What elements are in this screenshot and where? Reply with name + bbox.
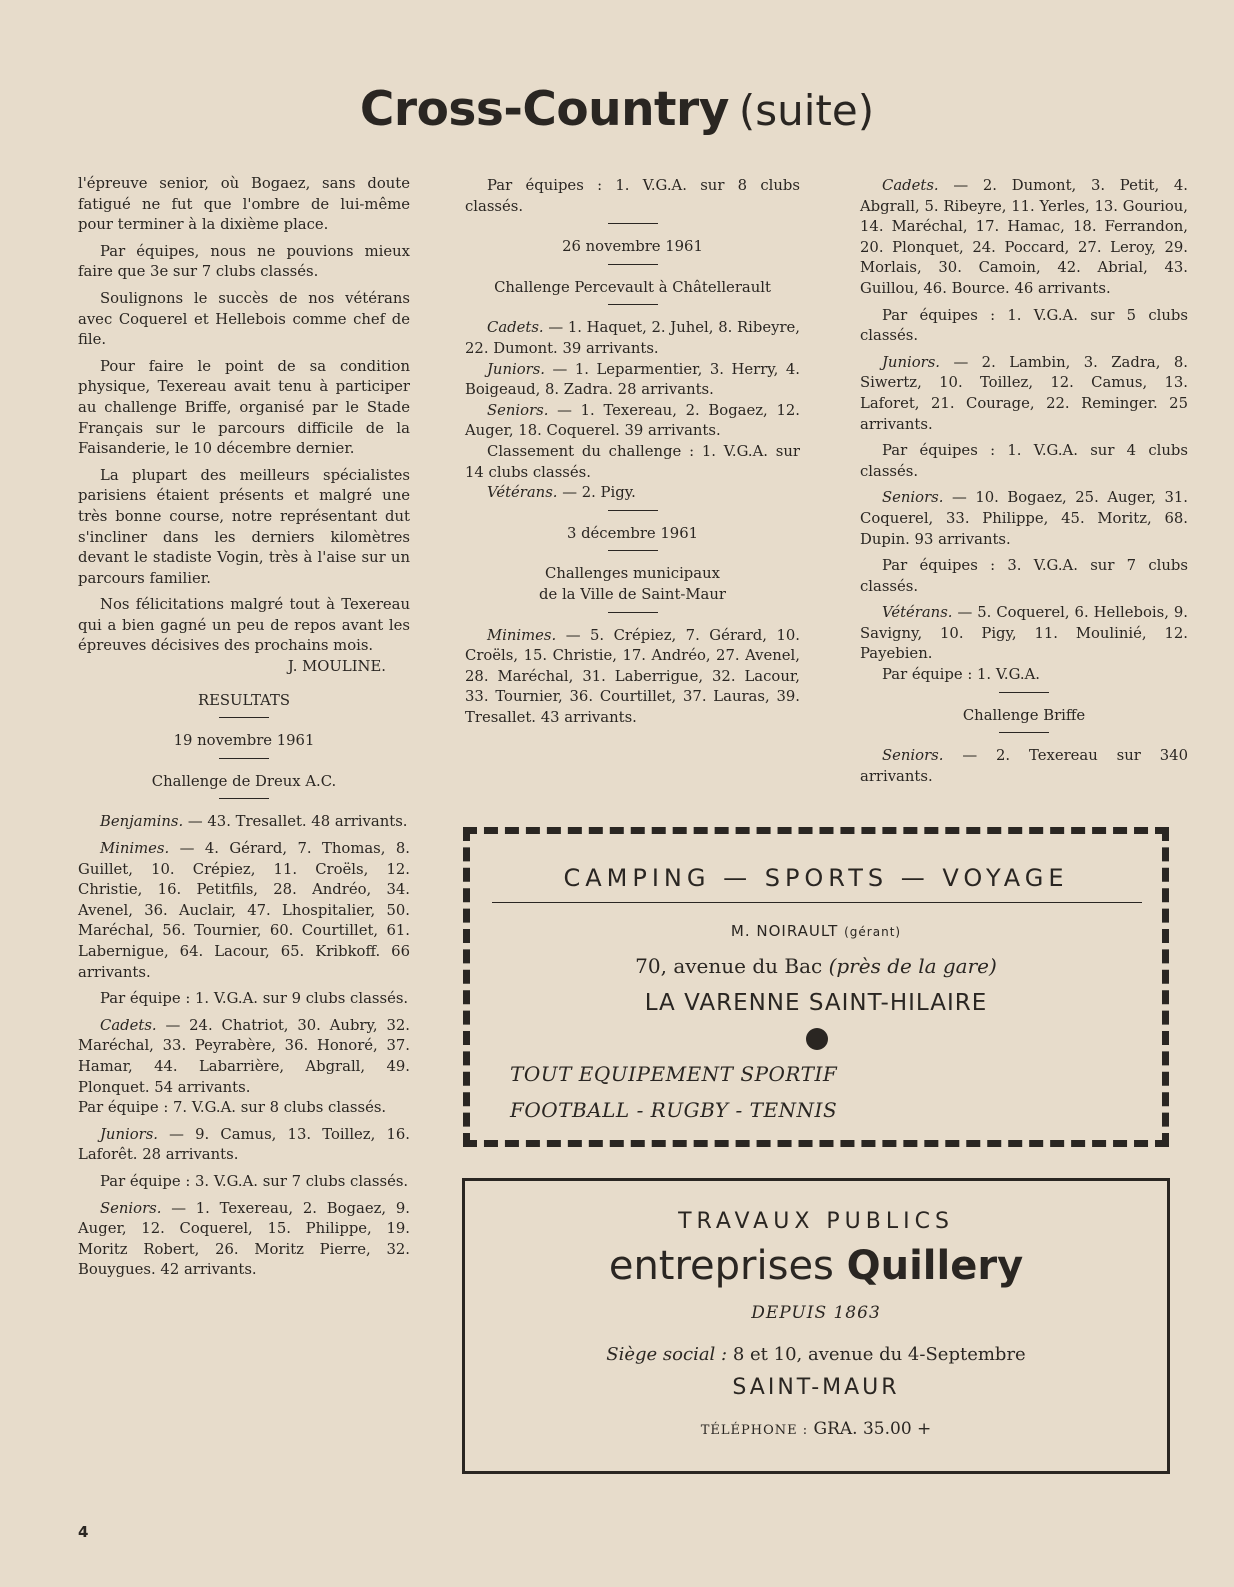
result-text: — 43. Tresallet. 48 arrivants.: [183, 813, 408, 831]
divider: [608, 612, 658, 613]
page-title: [0, 82, 1234, 137]
result-text: — 1. Leparmentier, 3. Herry, 4. Boigeaud, 8. Zadra. 28 arrivants.: [465, 360, 800, 399]
divider: [492, 902, 1142, 903]
category-label: Juniors.: [100, 1125, 159, 1143]
team-result: Par équipe : 1. V.G.A.: [882, 666, 1041, 684]
results-heading: RESULTATS: [197, 691, 291, 709]
company-city: SAINT-MAUR: [732, 1375, 900, 1400]
result-entry: [78, 812, 410, 833]
advert-slogan: FOOTBALL - RUGBY - TENNIS: [510, 1098, 838, 1122]
result-text: — 2. Lambin, 3. Zadra, 8. Siwertz, 10. Toillez, 12. Camus, 13. Laforet, 21. Courage, 22. Reminger. 25 arrivants.: [860, 353, 1188, 433]
result-entry: [465, 318, 800, 359]
team-result: Par équipe : 7. V.G.A. sur 8 clubs classés.: [78, 1099, 387, 1117]
result-entry: [465, 626, 800, 729]
paragraph: Nos félicitations malgré tout à Texereau qui a bien gagné un peu de repos avant les épreuves décisives des prochains mois.: [78, 596, 410, 655]
paragraph: Pour faire le point de sa condition physique, Texereau avait tenu à participer au challenge Briffe, organisé par le Stade Français sur le parcours difficile de la Faisanderie, le 10 décembre dernier.: [78, 357, 410, 458]
page-number: 4: [78, 1523, 89, 1541]
category-label: Cadets.: [487, 319, 544, 337]
paragraph: Par équipes, nous ne pouvions mieux faire que 3e sur 7 clubs classés.: [78, 242, 410, 281]
team-result: Par équipes : 3. V.G.A. sur 7 clubs classés.: [860, 557, 1188, 595]
result-text: — 5. Crépiez, 7. Gérard, 10. Croëls, 15. Christie, 17. Andréo, 27. Avenel, 28. Maréchal, 31. Laberrigue, 32. Lacour, 33. Tournier, 36. Courtillet, 37. Lauras, 39. Tresallet. 43 arrivants.: [465, 626, 800, 726]
telephone: [465, 1419, 1167, 1439]
company-since: DEPUIS 1863: [751, 1303, 881, 1323]
result-text: — 5. Coquerel, 6. Hellebois, 9. Savigny, 10. Pigy, 11. Moulinié, 12. Payebien.: [860, 604, 1188, 663]
category-label: Seniors.: [487, 401, 549, 419]
category-label: Vétérans.: [487, 484, 558, 502]
divider: [608, 510, 658, 511]
advert-town: LA VARENNE SAINT-HILAIRE: [644, 990, 988, 1016]
event-name: Challenge Briffe: [962, 706, 1086, 724]
telephone-number: GRA. 35.00 +: [813, 1419, 932, 1439]
event-name: Challenges municipaux: [545, 565, 720, 583]
head-office: [465, 1344, 1167, 1365]
result-text: — 2. Texereau sur 340 arrivants.: [860, 747, 1188, 785]
divider: [219, 798, 269, 799]
event-name: de la Ville de Saint-Maur: [539, 585, 726, 603]
result-text: — 1. Haquet, 2. Juhel, 8. Ribeyre, 22. Dumont. 39 arrivants.: [465, 319, 801, 357]
team-result: Par équipes : 1. V.G.A. sur 8 clubs classés.: [465, 177, 800, 215]
event-date: 3 décembre 1961: [566, 524, 699, 542]
title-main: Cross-Country: [359, 82, 729, 137]
category-label: Seniors.: [882, 747, 944, 765]
event-name: Challenge de Dreux A.C.: [151, 772, 337, 790]
paragraph: La plupart des meilleurs spécialistes parisiens étaient présents et malgré une très bonne course, notre représentant dut s'incliner dans les derniers kilomètres devant le stadiste Vogin, très à l'aise sur un parcours familier.: [78, 466, 410, 587]
result-entry: [860, 746, 1188, 787]
address-note: (près de la gare): [828, 954, 997, 978]
quillery-advert: [462, 1178, 1170, 1474]
divider: [608, 550, 658, 551]
advert-owner: [470, 922, 1162, 940]
category-label: Juniors.: [487, 360, 546, 378]
result-text: — 2. Dumont, 3. Petit, 4. Abgrall, 5. Ribeyre, 11. Yerles, 13. Gouriou, 14. Maréchal, 17. Hamac, 18. Ferrandon, 20. Plonquet, 24. Poccard, 27. Leroy, 29. Morlais, 30. Camoin, 42. Abrial, 43. Guillou, 46. Bource. 46 arrivants.: [860, 177, 1188, 297]
owner-role: (gérant): [844, 925, 902, 939]
head-office-label: Siège social :: [606, 1344, 728, 1365]
team-result: Par équipe : 1. V.G.A. sur 9 clubs classés.: [100, 990, 409, 1008]
company-prefix: entreprises: [608, 1243, 834, 1289]
advert-headline: CAMPING — SPORTS — VOYAGE: [563, 864, 1069, 892]
column-1: [78, 174, 410, 1287]
team-result: Par équipe : 3. V.G.A. sur 7 clubs classés.: [100, 1172, 409, 1190]
category-label: Cadets.: [882, 177, 939, 194]
signature: J. MOULINE.: [287, 658, 386, 676]
event-name: Challenge Percevault à Châtellerault: [494, 278, 771, 296]
result-text: — 1. Texereau, 2. Bogaez, 12. Auger, 18. Coquerel. 39 arrivants.: [465, 401, 800, 440]
divider: [999, 692, 1049, 693]
result-entry: [465, 483, 800, 504]
category-label: Cadets.: [100, 1016, 157, 1034]
result-entry: [78, 1125, 410, 1166]
result-entry: [78, 1016, 410, 1098]
column-3: [860, 176, 1188, 793]
category-label: Minimes.: [487, 626, 557, 644]
telephone-label: TÉLÉPHONE :: [700, 1423, 809, 1438]
team-result: Par équipes : 1. V.G.A. sur 5 clubs classés.: [860, 306, 1188, 345]
category-label: Vétérans.: [882, 604, 953, 622]
result-entry: [860, 603, 1188, 665]
advert-slogan: TOUT EQUIPEMENT SPORTIF: [510, 1062, 838, 1086]
event-date: 19 novembre 1961: [173, 732, 315, 750]
challenge-ranking: Classement du challenge : 1. V.G.A. sur 14 clubs classés.: [465, 442, 800, 481]
result-text: — 2. Pigy.: [557, 484, 636, 502]
category-label: Juniors.: [882, 353, 941, 371]
divider: [608, 264, 658, 265]
head-office-address: 8 et 10, avenue du 4-Septembre: [732, 1344, 1026, 1365]
bullet-dot-icon: [806, 1028, 828, 1050]
result-text: — 4. Gérard, 7. Thomas, 8. Guillet, 10. Crépiez, 11. Croëls, 12. Christie, 16. Petitfils, 28. Andréo, 34. Avenel, 36. Auclair, 47. Lhospitalier, 50. Maréchal, 56. Tournier, 60. Courtillet, 61. Labernigue, 64. Lacour, 65. Kribkoff. 66 arrivants.: [78, 840, 410, 981]
team-result: Par équipes : 1. V.G.A. sur 4 clubs classés.: [860, 442, 1188, 480]
event-date: 26 novembre 1961: [562, 238, 703, 256]
category-label: Seniors.: [100, 1199, 162, 1217]
result-entry: [860, 353, 1188, 435]
divider: [999, 732, 1049, 733]
result-text: — 10. Bogaez, 25. Auger, 31. Coquerel, 33. Philippe, 45. Moritz, 68. Dupin. 93 arrivants.: [860, 489, 1188, 548]
title-sub: (suite): [738, 86, 875, 135]
result-text: — 9. Camus, 13. Toillez, 16. Laforêt. 28 arrivants.: [78, 1125, 410, 1164]
camping-sports-advert: [463, 827, 1169, 1147]
result-entry: [465, 360, 800, 401]
category-label: Benjamins.: [100, 813, 184, 831]
company-name: [465, 1243, 1167, 1289]
category-label: Seniors.: [882, 489, 944, 507]
paragraph: Soulignons le succès de nos vétérans avec Coquerel et Hellebois comme chef de file.: [78, 289, 410, 349]
divider: [219, 758, 269, 759]
result-entry: [860, 176, 1188, 300]
divider: [219, 717, 269, 718]
owner-name: M. NOIRAULT: [730, 922, 839, 940]
divider: [608, 304, 658, 305]
result-text: — 1. Texereau, 2. Bogaez, 9. Auger, 12. Coquerel, 15. Philippe, 19. Moritz Robert, 26. Moritz Pierre, 32. Bouygues. 42 arrivants.: [78, 1199, 410, 1279]
result-text: — 24. Chatriot, 30. Aubry, 32. Maréchal, 33. Peyrabère, 36. Honoré, 37. Hamar, 44. Labarrière, Abgrall, 49. Plonquet. 54 arrivants.: [78, 1016, 410, 1096]
paragraph: l'épreuve senior, où Bogaez, sans doute fatigué ne fut que l'ombre de lui-même pour terminer à la dixième place.: [78, 175, 410, 234]
divider: [608, 223, 658, 224]
result-entry: [465, 401, 800, 442]
company-brand: Quillery: [846, 1243, 1024, 1289]
advert-kicker: TRAVAUX PUBLICS: [678, 1209, 954, 1234]
advert-address: [470, 954, 1162, 978]
column-2: [465, 176, 800, 734]
result-entry: [78, 839, 410, 983]
address-street: 70, avenue du Bac: [635, 954, 823, 978]
category-label: Minimes.: [100, 840, 170, 858]
result-entry: [78, 1199, 410, 1281]
result-entry: [860, 488, 1188, 550]
